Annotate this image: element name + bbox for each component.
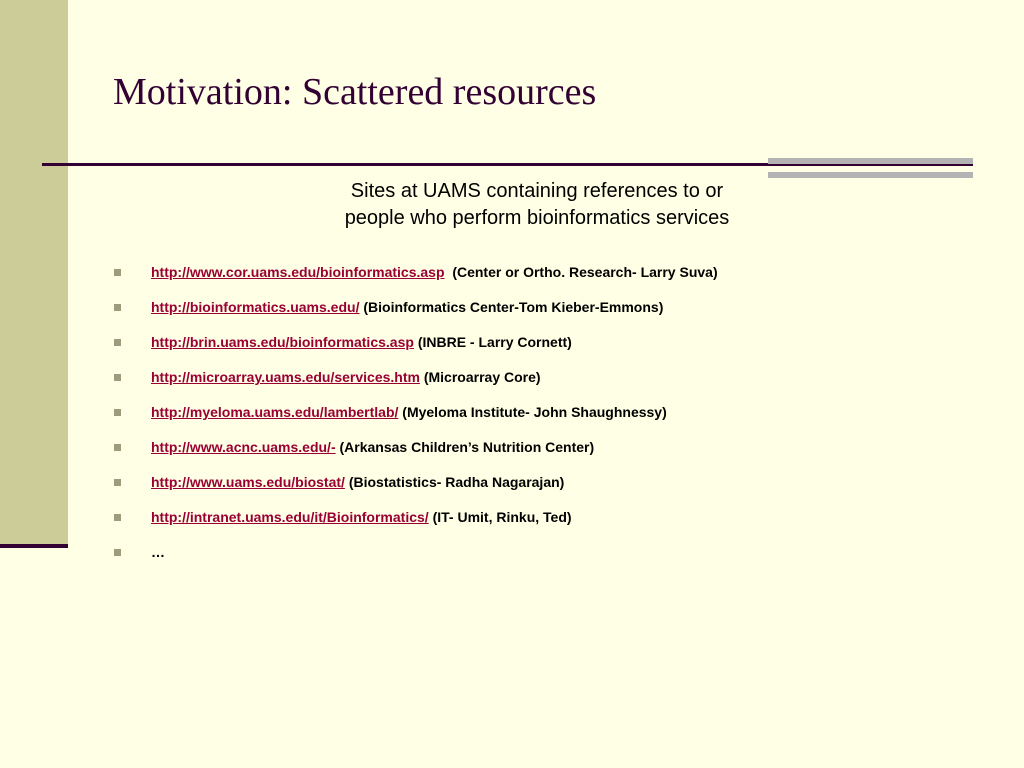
decorative-bar-bottom [768,172,973,178]
list-item [112,439,992,474]
resource-link[interactable]: http://brin.uams.edu/bioinformatics.asp [151,334,414,350]
ellipsis-text: … [151,544,165,560]
decorative-bar-top [768,158,973,164]
resource-description: (Biostatistics- Radha Nagarajan) [348,474,565,490]
square-bullet-icon [114,549,121,556]
subtitle-line-2: people who perform bioinformatics services [344,207,730,229]
resource-link[interactable]: http://myeloma.uams.edu/lambertlab/ [151,404,399,420]
list-item [112,369,992,404]
resource-link[interactable]: http://intranet.uams.edu/it/Bioinformatics/ [151,509,429,525]
resource-list [112,264,992,579]
list-item [112,264,992,299]
square-bullet-icon [114,269,121,276]
resource-description: (Center or Ortho. Research- Larry Suva) [452,264,718,280]
square-bullet-icon [114,374,121,381]
resource-link[interactable]: http://bioinformatics.uams.edu/ [151,299,360,315]
resource-description: (Myeloma Institute- John Shaughnessy) [402,404,667,420]
list-item [112,474,992,509]
square-bullet-icon [114,444,121,451]
square-bullet-icon [114,479,121,486]
list-item [112,334,992,369]
left-accent-rule [0,544,68,548]
resource-description: (IT- Umit, Rinku, Ted) [432,509,572,525]
square-bullet-icon [114,339,121,346]
list-item [112,544,992,579]
square-bullet-icon [114,514,121,521]
slide-title: Motivation: Scattered resources [113,71,597,113]
resource-link[interactable]: http://microarray.uams.edu/services.htm [151,369,420,385]
list-item [112,509,992,544]
resource-description: (Microarray Core) [423,369,541,385]
resource-description: (Arkansas Children’s Nutrition Center) [339,439,595,455]
list-item [112,299,992,334]
list-item [112,404,992,439]
subtitle-line-1: Sites at UAMS containing references to or [350,180,724,202]
resource-link[interactable]: http://www.acnc.uams.edu/- [151,439,336,455]
resource-link[interactable]: http://www.uams.edu/biostat/ [151,474,345,490]
resource-link[interactable]: http://www.cor.uams.edu/bioinformatics.asp [151,264,445,280]
left-accent-bar [0,0,68,544]
square-bullet-icon [114,409,121,416]
resource-description: (Bioinformatics Center-Tom Kieber-Emmons) [363,299,664,315]
slide-subtitle [300,178,774,232]
square-bullet-icon [114,304,121,311]
resource-description: (INBRE - Larry Cornett) [417,334,572,350]
